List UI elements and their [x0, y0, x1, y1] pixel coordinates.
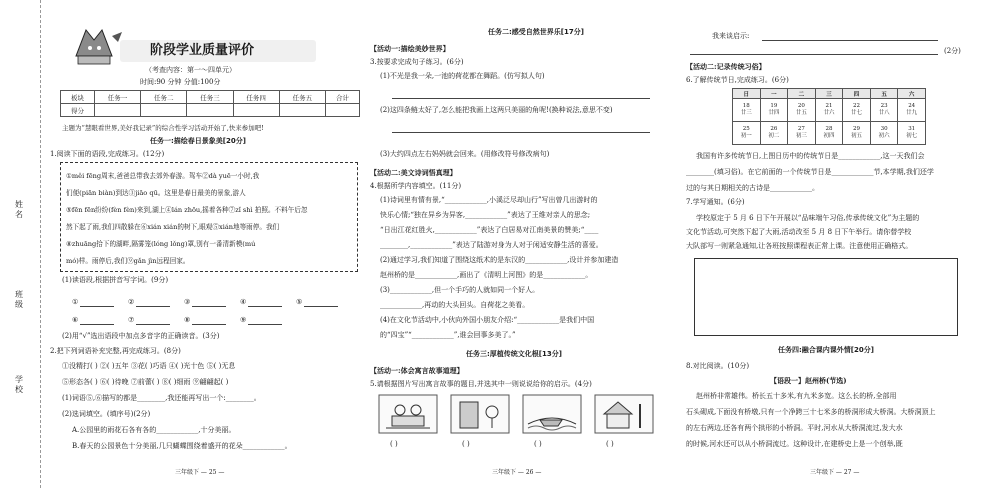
q8-prompt: 8.对比阅读。(10分) — [686, 362, 750, 370]
weekday: 一 — [760, 89, 788, 99]
q3-2-prompt: (2)这四条鲢太好了,怎么能把我画上这两只美丽的角呢!(换种说法,意思不变) — [380, 106, 613, 114]
page-title: 阶段学业质量评价 — [150, 43, 255, 58]
blank-label: ⑥ — [72, 316, 79, 324]
blank-label: ⑤ — [296, 298, 303, 306]
answer-line[interactable] — [762, 40, 938, 41]
passage-line: 然下起了雨,我们四散躲在⑥xián xián的树下,眼观⑤xián地等雨停。我们 — [66, 223, 280, 231]
calendar-day: 23 廿八 — [870, 99, 898, 122]
fable-title-blank[interactable]: ( ) — [390, 440, 398, 448]
intro-text: 主题为“慧眼看世界,美好我记录”的综合性学习活动开始了,快来参加吧! — [62, 124, 264, 132]
passage-line: ⑧zhuāng拾下的湖畔,隔雾笼(lóng lǒng)罩,别有一番清新模(mú — [66, 240, 256, 248]
answer-line[interactable] — [136, 306, 170, 307]
score-cell[interactable] — [279, 104, 325, 117]
q3-prompt: 3.按要求完成句子练习。(6分) — [370, 58, 464, 66]
weekday: 六 — [898, 89, 926, 99]
exam-subtitle: （考查内容：第一～四单元） — [145, 66, 236, 74]
score-cell[interactable] — [94, 104, 140, 117]
score-col: 任务五 — [279, 91, 325, 104]
q4-line: 赵州桥的是____________,画出了《清明上河图》的是____________。 — [380, 271, 593, 279]
q4-line: 快乐心情;“独在异乡为异客,____________”表达了王维对亲人的思念; — [380, 211, 591, 219]
passage-line: 们便(piān biàn)到达③jiāo qū。这里是春日最美的景象,游人 — [66, 189, 246, 197]
q6-line: 过的与其日期相关的古诗是____________。 — [686, 184, 819, 192]
weekday: 日 — [733, 89, 761, 99]
activity3-heading: 【活动一:体会寓言故事道理】 — [370, 366, 464, 375]
calendar-head — [733, 89, 926, 99]
score-col: 任务三 — [187, 91, 233, 104]
fable-title-blank[interactable]: ( ) — [606, 440, 614, 448]
page-footer: 三年级下 — 27 — — [810, 469, 860, 476]
fable-image-2 — [450, 394, 510, 434]
q4-line: (4)在文化节活动中,小伙向外国小朋友介绍:“____________是我们中国 — [380, 316, 595, 324]
fable-title-blank[interactable]: ( ) — [462, 440, 470, 448]
inspiration-label: 我来谈启示: — [712, 32, 750, 40]
score-cell[interactable] — [233, 104, 279, 117]
weekday: 三 — [815, 89, 843, 99]
score-table-row — [61, 104, 360, 117]
fable-image-4 — [594, 394, 654, 434]
blank-label: ③ — [184, 298, 191, 306]
blank-label: ⑨ — [240, 316, 247, 324]
answer-line[interactable] — [248, 306, 282, 307]
q4-line: (2)通过学习,我们知道了围绕这纸术的是东汉的____________,设计并参加建造 — [380, 256, 619, 264]
blank-label: ② — [128, 298, 135, 306]
q7-text: 大队部写一则紧急通知,让各班按照课程表正常上课。注意使用正确格式。 — [686, 242, 913, 250]
fable-image-1 — [378, 394, 438, 434]
page-footer: 三年级下 — 25 — — [175, 469, 225, 476]
calendar-day: 31 初七 — [898, 122, 926, 145]
binding-line — [40, 0, 41, 488]
q4-line: ____________,再动的大头回头。自荷花之美看。 — [380, 301, 530, 309]
q2-option-a: A.公园里的雨花石各有各的____________,十分美丽。 — [72, 426, 236, 434]
score-col: 板块 — [61, 91, 95, 104]
blank-label: ① — [72, 298, 79, 306]
passage-line: ⑤fēn fēn纷纷(fèn fèn)来到,湖上④lán zhōu,摇着各种⑦zǐ shì 拍照。不料午后忽 — [66, 206, 308, 214]
score-cell[interactable] — [325, 104, 359, 117]
class-label: 班级 — [15, 290, 23, 309]
q7-prompt: 7.学写通知。(6分) — [686, 198, 745, 206]
activity2-heading: 【活动二:美文诗词悟真理】 — [370, 168, 457, 177]
school-label: 学校 — [15, 375, 23, 394]
q2-2-prompt: (2)选词填空。(填序号)(2分) — [62, 410, 151, 418]
excerpt-line: 赵州桥非常雄伟。桥长五十多米,有九米多宽。这么长的桥,全部用 — [696, 392, 897, 400]
q6-line: 我国有许多传统节日,上图日历中的传统节日是____________,这一天我们会 — [696, 152, 925, 160]
q3-3-prompt: (3)大约四点左右妈妈就会回来。(用修改符号修改病句) — [380, 150, 550, 158]
q4-prompt: 4.根据所学内容填空。(11分) — [370, 182, 462, 190]
notice-answer-box[interactable] — [694, 258, 958, 336]
blank-label: ⑧ — [184, 316, 191, 324]
excerpt-line: 的时候,河水还可以从小桥洞流过。这种设计,在建桥史上是一个创举,既 — [686, 440, 903, 448]
passage-line: mó)样。雨停后,我们⑨gǎn jìn远程回家。 — [66, 257, 190, 265]
answer-line[interactable] — [248, 324, 282, 325]
task4-heading: 任务四:融合课内课外情[20分] — [778, 346, 874, 354]
q4-line: (1)诗词里有情有景,“____________,小溪泛尽却山行”写出曾几出游时的 — [380, 196, 598, 204]
q2-1-prompt: (1)词语⑤,⑥描写的都是________,我还能再写出一个:________。 — [62, 394, 261, 402]
excerpt-line: 的左右两边,还各有两个拱形的小桥洞。平时,河水从大桥洞流过,发大水 — [686, 424, 903, 432]
passage-line: ①měi fēng周末,爸爸总带我去郊外春游。驾车②dà yuē一小时,我 — [66, 172, 260, 180]
calendar-day: 28 初四 — [815, 122, 843, 145]
calendar-day: 18 廿三 — [733, 99, 761, 122]
answer-line[interactable] — [392, 132, 650, 133]
calendar — [732, 88, 926, 145]
calendar-day: 22 廿七 — [843, 99, 871, 122]
q7-text: 学校原定于 5 月 6 日下午开展以“品味端午习俗,传承传统文化”为主题的 — [696, 214, 920, 222]
answer-line[interactable] — [80, 306, 114, 307]
excerpt-title: 【语段一】赵州桥(节选) — [770, 376, 847, 385]
q3-1-prompt: (1)不光是我一朵,一池的荷花都在舞蹈。(仿写拟人句) — [380, 72, 545, 80]
task2-heading: 任务二:感受自然世界乐[17分] — [488, 28, 584, 36]
q1-prompt: 1.阅读下面的语段,完成练习。(12分) — [50, 150, 165, 158]
answer-line[interactable] — [192, 324, 226, 325]
q4-line: (3)____________,但一个手巧的人就如同一个好人。 — [380, 286, 540, 294]
time-score: 时间:90 分钟 分值:100分 — [140, 78, 221, 86]
excerpt-line: 石头砌成,下面没有桥墩,只有一个净跨三十七米多的桥洞形成大桥洞。大桥洞顶上 — [686, 408, 936, 416]
task3-heading: 任务三:厚植传统文化根[13分] — [466, 350, 562, 358]
task1-heading: 任务一:描绘春日景象美[20分] — [150, 137, 246, 145]
calendar-day: 26 初二 — [760, 122, 788, 145]
fable-image-3 — [522, 394, 582, 434]
q2-row: ⑤形态各( ) ⑥( )待晚 ⑦前蕾( ) ⑧( )细雨 ⑨翩翩起( ) — [62, 378, 229, 386]
weekday: 五 — [870, 89, 898, 99]
score-row-label: 得分 — [61, 104, 95, 117]
answer-line[interactable] — [136, 324, 170, 325]
calendar-day: 27 初三 — [788, 122, 816, 145]
score-cell[interactable] — [141, 104, 187, 117]
answer-line[interactable] — [392, 98, 650, 99]
score-table-header — [61, 91, 360, 104]
name-label: 姓名 — [15, 200, 23, 219]
activity4-heading: 【活动二:记录传统习俗】 — [686, 62, 766, 71]
score-col: 任务二 — [141, 91, 187, 104]
inspiration-score: (2分) — [944, 47, 961, 55]
blank-label: ⑦ — [128, 316, 135, 324]
fox-mascot-icon — [66, 26, 122, 66]
q4-line: 的“四宝”“____________”,谁会回事多美了。” — [380, 331, 516, 339]
q2-row: ①没精打( ) ②( )五年 ③花( )巧语 ④( )光十色 ⑤( )无息 — [62, 362, 236, 370]
calendar-day: 19 廿四 — [760, 99, 788, 122]
q6-line: ________(填习俗)。在它前面的一个传统节日是____________节,本学期,我们还学 — [686, 168, 934, 176]
answer-line[interactable] — [192, 306, 226, 307]
q1-1-prompt: (1)读语段,根据拼音写字词。(9分) — [62, 276, 169, 284]
score-col: 合计 — [325, 91, 359, 104]
score-col: 任务四 — [233, 91, 279, 104]
weekday: 二 — [788, 89, 816, 99]
calendar-day: 29 初五 — [843, 122, 871, 145]
q7-text: 文化节活动,可突然下起了大雨,活动改至 5 月 8 日下午举行。请你替学校 — [686, 228, 912, 236]
calendar-day: 30 初六 — [870, 122, 898, 145]
page-footer: 三年级下 — 26 — — [492, 469, 542, 476]
activity1-heading: 【活动一:描绘美妙世界】 — [370, 44, 450, 53]
q5-prompt: 5.请根据图片写出寓言故事的题目,并选其中一则说说给你的启示。(4分) — [370, 380, 592, 388]
score-col: 任务一 — [94, 91, 140, 104]
calendar-day: 20 廿五 — [788, 99, 816, 122]
answer-line[interactable] — [304, 306, 338, 307]
score-cell[interactable] — [187, 104, 233, 117]
q2-prompt: 2.把下列词语补充完整,再完成练习。(8分) — [50, 347, 181, 355]
calendar-day: 21 廿六 — [815, 99, 843, 122]
fable-title-blank[interactable]: ( ) — [534, 440, 542, 448]
q4-line: “日出江花红胜火,____________”表达了白居易对江南美景的赞美;“____ — [380, 226, 599, 234]
score-table — [60, 90, 360, 117]
weekday: 四 — [843, 89, 871, 99]
calendar-row — [733, 99, 926, 122]
q4-line: ________,____________”表达了陆游对身为人对于闲适安静生活的喜爱。 — [380, 241, 603, 249]
q2-option-b: B.春天的公园景色十分美丽,几只蝴蝶围绕着盛开的花朵____________。 — [72, 442, 292, 450]
calendar-day: 25 初一 — [733, 122, 761, 145]
q6-prompt: 6.了解传统节日,完成练习。(6分) — [686, 76, 789, 84]
calendar-day: 24 廿九 — [898, 99, 926, 122]
answer-line[interactable] — [690, 54, 938, 55]
q1-2-prompt: (2)用“√”选出语段中加点多音字的正确读音。(3分) — [62, 332, 220, 340]
answer-line[interactable] — [80, 324, 114, 325]
calendar-row — [733, 122, 926, 145]
blank-label: ④ — [240, 298, 247, 306]
